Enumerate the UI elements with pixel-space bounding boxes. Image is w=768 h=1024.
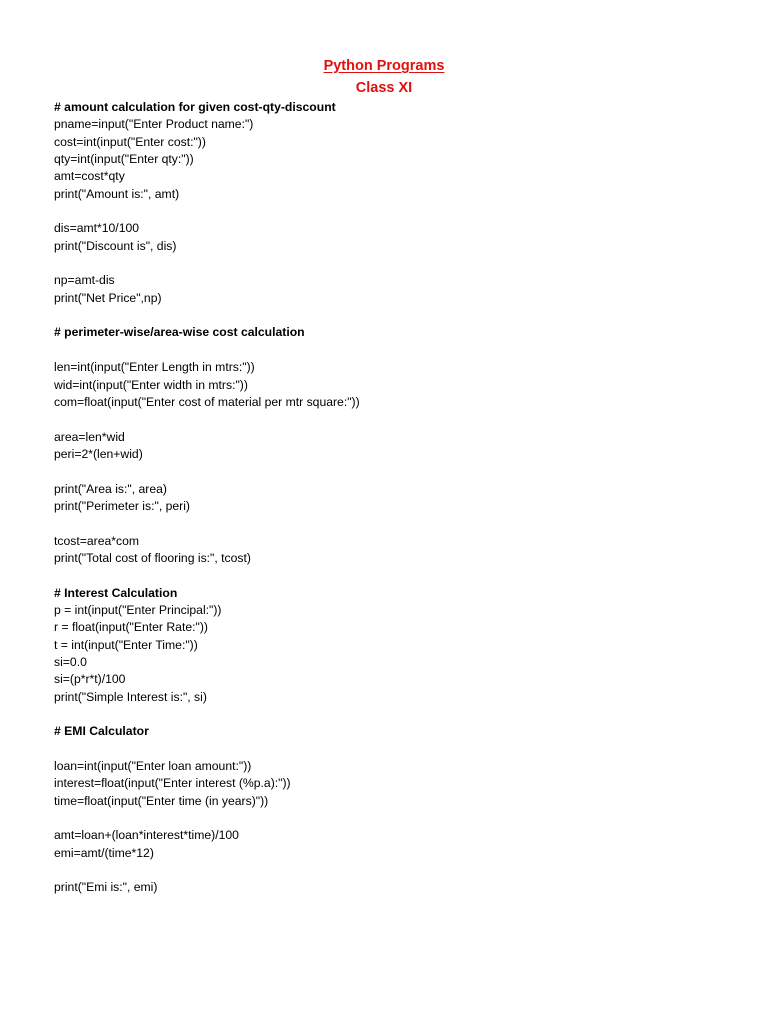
- code-line: peri=2*(len+wid): [54, 446, 143, 461]
- document-title: [0, 58, 768, 75]
- blank-line: [54, 342, 734, 359]
- blank-line: [54, 515, 734, 532]
- code-line: p = int(input("Enter Principal:")): [54, 602, 222, 617]
- code-line: print("Total cost of flooring is:", tcost): [54, 550, 251, 565]
- code-line: print("Discount is", dis): [54, 238, 177, 253]
- blank-line: [54, 567, 734, 584]
- code-line: print("Net Price",np): [54, 290, 162, 305]
- code-line: print("Area is:", area): [54, 481, 167, 496]
- code-line: r = float(input("Enter Rate:")): [54, 620, 208, 635]
- code-listing: [54, 99, 734, 897]
- section-comment: # amount calculation for given cost-qty-discount: [54, 100, 336, 114]
- code-line: np=amt-dis: [54, 273, 115, 288]
- code-line: si=0.0: [54, 655, 87, 669]
- code-line: pname=input("Enter Product name:"): [54, 117, 254, 132]
- blank-line: [54, 307, 734, 324]
- code-line: qty=int(input("Enter qty:")): [54, 152, 194, 167]
- code-line: len=int(input("Enter Length in mtrs:")): [54, 360, 255, 375]
- code-line: print("Emi is:", emi): [54, 880, 158, 895]
- blank-line: [54, 411, 734, 428]
- code-line: dis=amt*10/100: [54, 221, 140, 236]
- section-comment: # EMI Calculator: [54, 724, 149, 739]
- blank-line: [54, 255, 734, 272]
- blank-line: [54, 706, 734, 723]
- code-line: t = int(input("Enter Time:")): [54, 637, 198, 652]
- code-line: print("Perimeter is:", peri): [54, 498, 190, 513]
- code-line: print("Amount is:", amt): [54, 186, 180, 201]
- section-comment: # Interest Calculation: [54, 585, 178, 600]
- document-subtitle: Class XI: [355, 80, 413, 96]
- blank-line: [54, 862, 734, 879]
- code-line: cost=int(input("Enter cost:")): [54, 134, 206, 149]
- blank-line: [54, 203, 734, 220]
- code-line: com=float(input("Enter cost of material per mtr square:")): [54, 394, 360, 409]
- code-line: print("Simple Interest is:", si): [54, 689, 207, 704]
- blank-line: [54, 810, 734, 827]
- code-line: amt=loan+(loan*interest*time)/100: [54, 828, 239, 843]
- section-comment: # perimeter-wise/area-wise cost calculation: [54, 325, 305, 340]
- code-line: wid=int(input("Enter width in mtrs:")): [54, 377, 248, 392]
- code-line: loan=int(input("Enter loan amount:")): [54, 759, 252, 774]
- document-title-text: Python Programs: [323, 58, 445, 74]
- blank-line: [54, 463, 734, 480]
- code-line: area=len*wid: [54, 429, 125, 444]
- blank-line: [54, 741, 734, 758]
- code-line: emi=amt/(time*12): [54, 845, 154, 860]
- code-line: time=float(input("Enter time (in years)")): [54, 793, 269, 808]
- code-line: tcost=area*com: [54, 533, 140, 548]
- code-line: amt=cost*qty: [54, 169, 125, 184]
- code-line: interest=float(input("Enter interest (%p.a):")): [54, 776, 291, 791]
- code-line: si=(p*r*t)/100: [54, 672, 126, 687]
